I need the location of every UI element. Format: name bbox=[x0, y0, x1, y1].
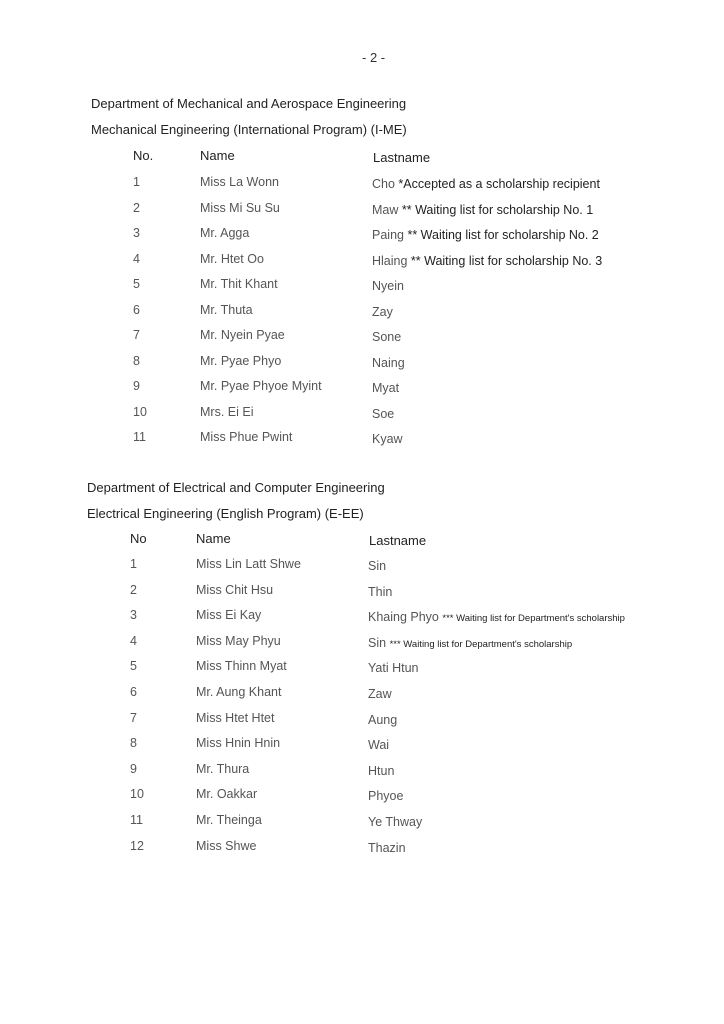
row-lastname-text: Thazin bbox=[368, 840, 406, 855]
row-lastname bbox=[372, 432, 403, 446]
row-lastname bbox=[372, 279, 404, 293]
row-lastname bbox=[372, 228, 599, 242]
section-1-program: Mechanical Engineering (International Program) (I-ME) bbox=[91, 122, 407, 137]
row-number: 1 bbox=[130, 557, 137, 571]
row-number: 10 bbox=[133, 404, 147, 419]
row-name: Mr. Theinga bbox=[196, 813, 262, 827]
row-lastname bbox=[372, 407, 394, 421]
row-lastname bbox=[368, 585, 392, 599]
row-note: *Accepted as a scholarship recipient bbox=[398, 177, 600, 191]
row-number: 2 bbox=[133, 200, 140, 215]
row-lastname bbox=[372, 330, 401, 344]
row-name: Miss Chit Hsu bbox=[196, 582, 274, 597]
row-lastname-text: Cho bbox=[372, 177, 395, 191]
row-name: Mr. Nyein Pyae bbox=[200, 328, 285, 342]
row-lastname-text: Zay bbox=[372, 304, 393, 319]
row-lastname-text: Myat bbox=[372, 381, 400, 395]
row-lastname bbox=[368, 610, 625, 624]
row-name: Miss Lin Latt Shwe bbox=[196, 557, 301, 571]
row-name: Mr. Thit Khant bbox=[200, 277, 278, 291]
row-name: Mr. Aung Khant bbox=[196, 685, 282, 699]
row-lastname bbox=[368, 661, 419, 675]
row-lastname bbox=[372, 177, 600, 191]
row-note: ** Waiting list for scholarship No. 2 bbox=[407, 228, 599, 242]
row-lastname bbox=[368, 687, 392, 701]
row-name: Mr. Pyae Phyoe Myint bbox=[200, 379, 322, 393]
row-lastname-text: Phyoe bbox=[368, 789, 404, 804]
row-number: 11 bbox=[130, 813, 143, 827]
row-lastname bbox=[368, 738, 389, 752]
row-lastname bbox=[368, 764, 394, 778]
row-number: 9 bbox=[130, 761, 137, 776]
row-lastname bbox=[368, 789, 403, 803]
row-lastname-text: Kyaw bbox=[372, 432, 403, 446]
row-name: Miss Htet Htet bbox=[196, 710, 275, 725]
row-lastname-text: Sone bbox=[372, 330, 402, 344]
row-number: 8 bbox=[133, 353, 140, 368]
row-lastname-text: Sin bbox=[368, 635, 387, 650]
section-2-header-name: Name bbox=[196, 531, 231, 546]
row-name: Mr. Agga bbox=[200, 226, 250, 240]
row-number: 10 bbox=[130, 787, 144, 802]
row-number: 1 bbox=[133, 175, 140, 189]
row-number: 9 bbox=[133, 379, 140, 393]
section-1-header-name: Name bbox=[200, 148, 235, 163]
row-number: 12 bbox=[130, 838, 144, 853]
row-lastname-text: Nyein bbox=[372, 279, 404, 293]
row-note: *** Waiting list for Department's scholarship bbox=[442, 613, 625, 625]
row-lastname bbox=[368, 815, 422, 829]
row-lastname bbox=[372, 305, 393, 319]
row-number: 5 bbox=[133, 277, 140, 291]
row-name: Miss Hnin Hnin bbox=[196, 736, 281, 751]
row-lastname bbox=[368, 713, 397, 727]
row-lastname bbox=[368, 559, 386, 573]
row-name: Miss La Wonn bbox=[200, 175, 279, 189]
row-number: 7 bbox=[130, 710, 137, 725]
row-lastname-text: Hlaing bbox=[372, 253, 408, 268]
row-number: 5 bbox=[130, 659, 137, 674]
section-2-header-lastname: Lastname bbox=[369, 533, 427, 548]
row-lastname-text: Khaing Phyo bbox=[368, 610, 439, 625]
row-lastname bbox=[372, 381, 399, 395]
row-lastname bbox=[372, 203, 593, 217]
section-1-header-no: No. bbox=[133, 148, 154, 163]
row-name: Mr. Htet Oo bbox=[200, 251, 264, 266]
row-number: 3 bbox=[130, 608, 137, 623]
row-lastname bbox=[372, 254, 602, 268]
row-number: 4 bbox=[130, 633, 137, 648]
row-number: 8 bbox=[130, 736, 137, 751]
row-name: Mr. Oakkar bbox=[196, 787, 258, 802]
row-lastname-text: Aung bbox=[368, 712, 398, 727]
row-name: Miss Mi Su Su bbox=[200, 200, 280, 215]
row-lastname bbox=[368, 636, 572, 650]
row-number: 6 bbox=[130, 685, 137, 699]
section-2-department: Department of Electrical and Computer Engineering bbox=[87, 480, 385, 495]
section-1-department: Department of Mechanical and Aerospace Engineering bbox=[91, 96, 407, 111]
row-note: ** Waiting list for scholarship No. 3 bbox=[410, 253, 603, 268]
row-lastname-text: Thin bbox=[368, 584, 393, 599]
row-lastname-text: Htun bbox=[368, 763, 395, 778]
section-2-program: Electrical Engineering (English Program) (E-EE) bbox=[87, 506, 364, 521]
row-lastname-text: Zaw bbox=[368, 687, 392, 701]
row-lastname-text: Naing bbox=[372, 355, 405, 370]
section-2-header-no: No bbox=[130, 531, 147, 546]
row-lastname-text: Maw bbox=[372, 202, 399, 217]
row-name: Miss May Phyu bbox=[196, 633, 281, 648]
row-name: Mrs. Ei Ei bbox=[200, 404, 254, 419]
row-lastname-text: Yati Htun bbox=[368, 661, 419, 676]
row-number: 11 bbox=[133, 430, 146, 444]
row-lastname bbox=[368, 841, 406, 855]
row-number: 6 bbox=[133, 302, 140, 317]
row-note: *** Waiting list for Department's scholarship bbox=[389, 638, 573, 650]
row-lastname bbox=[372, 356, 405, 370]
row-lastname-text: Sin bbox=[368, 559, 387, 573]
row-name: Miss Ei Kay bbox=[196, 608, 262, 623]
row-name: Mr. Thura bbox=[196, 761, 250, 776]
row-name: Miss Phue Pwint bbox=[200, 430, 293, 444]
row-name: Mr. Thuta bbox=[200, 302, 253, 317]
row-name: Miss Thinn Myat bbox=[196, 659, 287, 674]
row-number: 3 bbox=[133, 226, 140, 240]
row-number: 2 bbox=[130, 582, 137, 597]
page-number: - 2 - bbox=[362, 50, 386, 65]
row-name: Mr. Pyae Phyo bbox=[200, 353, 282, 368]
row-number: 4 bbox=[133, 251, 140, 266]
section-1-header-lastname: Lastname bbox=[373, 150, 431, 165]
row-lastname-text: Ye Thway bbox=[368, 815, 423, 829]
row-number: 7 bbox=[133, 328, 140, 342]
row-name: Miss Shwe bbox=[196, 838, 257, 853]
row-lastname-text: Wai bbox=[368, 738, 390, 753]
row-lastname-text: Paing bbox=[372, 228, 404, 242]
row-note: ** Waiting list for scholarship No. 1 bbox=[401, 202, 594, 217]
row-lastname-text: Soe bbox=[372, 406, 395, 421]
